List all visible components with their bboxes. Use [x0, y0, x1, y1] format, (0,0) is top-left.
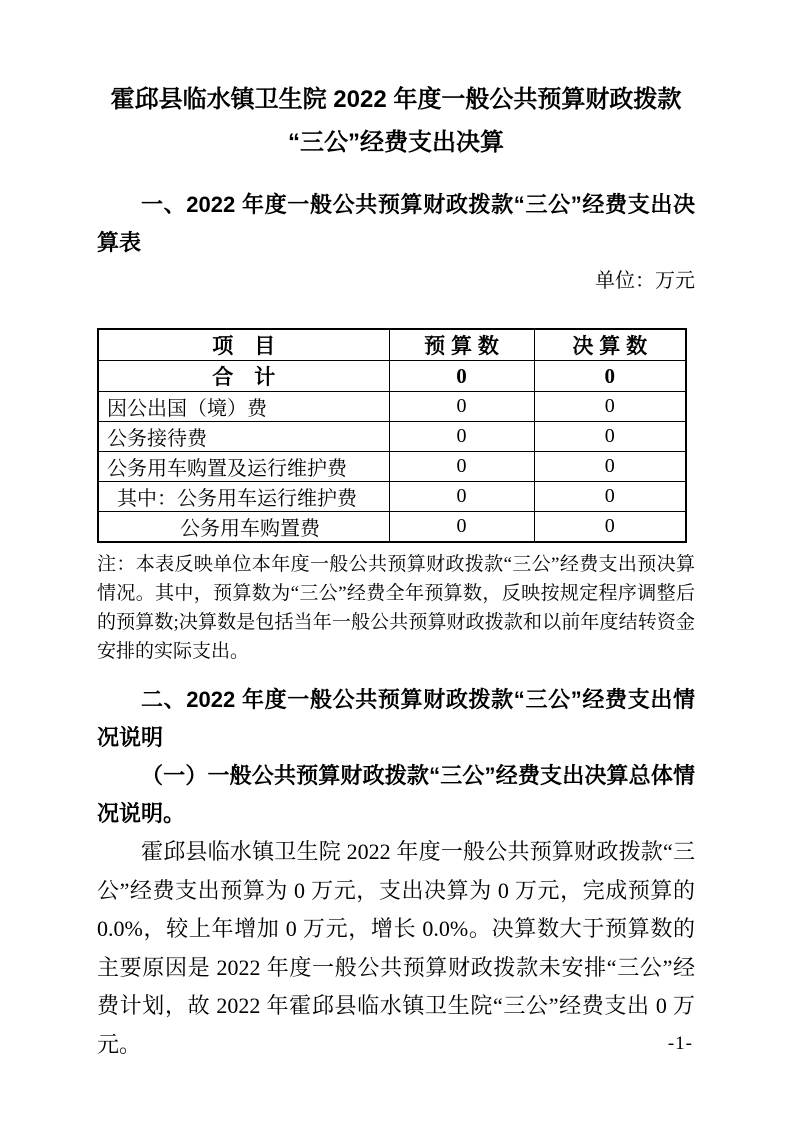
row-item-label: 公务用车购置费	[98, 512, 389, 543]
page-number: -1-	[667, 1033, 693, 1054]
row-item-label: 因公出国（境）费	[98, 392, 389, 422]
section2-sub-heading: （一）一般公共预算财政拨款“三公”经费支出决算总体情况说明。	[97, 763, 695, 826]
row-item-label: 公务用车购置及运行维护费	[98, 452, 389, 482]
row-final-value: 0	[534, 392, 686, 422]
row-final-value: 0	[534, 361, 686, 392]
table-row-abroad-expense	[98, 392, 686, 422]
row-item-label: 公务接待费	[98, 422, 389, 452]
section1-heading: 一、2022 年度一般公共预算财政拨款“三公”经费支出决算表	[97, 192, 695, 255]
row-final-value: 0	[534, 512, 686, 543]
document-title-line1: 霍邱县临水镇卫生院 2022 年度一般公共预算财政拨款	[110, 86, 682, 113]
column-header-budget: 预 算 数	[389, 329, 534, 361]
table-row-vehicle-purchase-and-maintenance	[98, 452, 686, 482]
table-row-vehicle-purchase	[98, 512, 686, 543]
section2-heading: 二、2022 年度一般公共预算财政拨款“三公”经费支出情况说明	[97, 687, 695, 750]
row-final-value: 0	[534, 422, 686, 452]
row-budget-value: 0	[389, 422, 534, 452]
section2-paragraph: 霍邱县临水镇卫生院 2022 年度一般公共预算财政拨款“三公”经费支出预算为 0 万元，支出决算为 0 万元，完成预算的 0.0%，较上年增加 0 万元，增长 0.0%。决算数大于预算数的主要原因是 2022 年度一般公共预算财政拨款未安排“三公”经费计划，故 2022 年霍邱县临水镇卫生院“三公”经费支出 0 万元。	[97, 839, 695, 1057]
column-header-final: 决 算 数	[534, 329, 686, 361]
row-budget-value: 0	[389, 512, 534, 543]
row-final-value: 0	[534, 482, 686, 512]
document-title	[97, 78, 695, 164]
row-item-label: 其中：公务用车运行维护费	[98, 482, 389, 512]
table-row-official-reception	[98, 422, 686, 452]
unit-label: 单位：万元	[595, 270, 695, 292]
row-budget-value: 0	[389, 392, 534, 422]
row-item-label: 合 计	[98, 361, 389, 392]
document-title-line2: “三公”经费支出决算	[288, 129, 504, 156]
column-header-item: 项 目	[98, 329, 389, 361]
row-budget-value: 0	[389, 361, 534, 392]
three-public-expense-table	[97, 328, 687, 543]
row-final-value: 0	[534, 452, 686, 482]
table-note: 注：本表反映单位本年度一般公共预算财政拨款“三公”经费支出预决算情况。其中，预算数为“三公”经费全年预算数，反映按规定程序调整后的预算数;决算数是包括当年一般公共预算财政拨款和以前年度结转资金安排的实际支出。	[97, 554, 695, 662]
table-header-row	[98, 329, 686, 361]
table-row-vehicle-maintenance	[98, 482, 686, 512]
row-budget-value: 0	[389, 452, 534, 482]
row-budget-value: 0	[389, 482, 534, 512]
table-row-total	[98, 361, 686, 392]
